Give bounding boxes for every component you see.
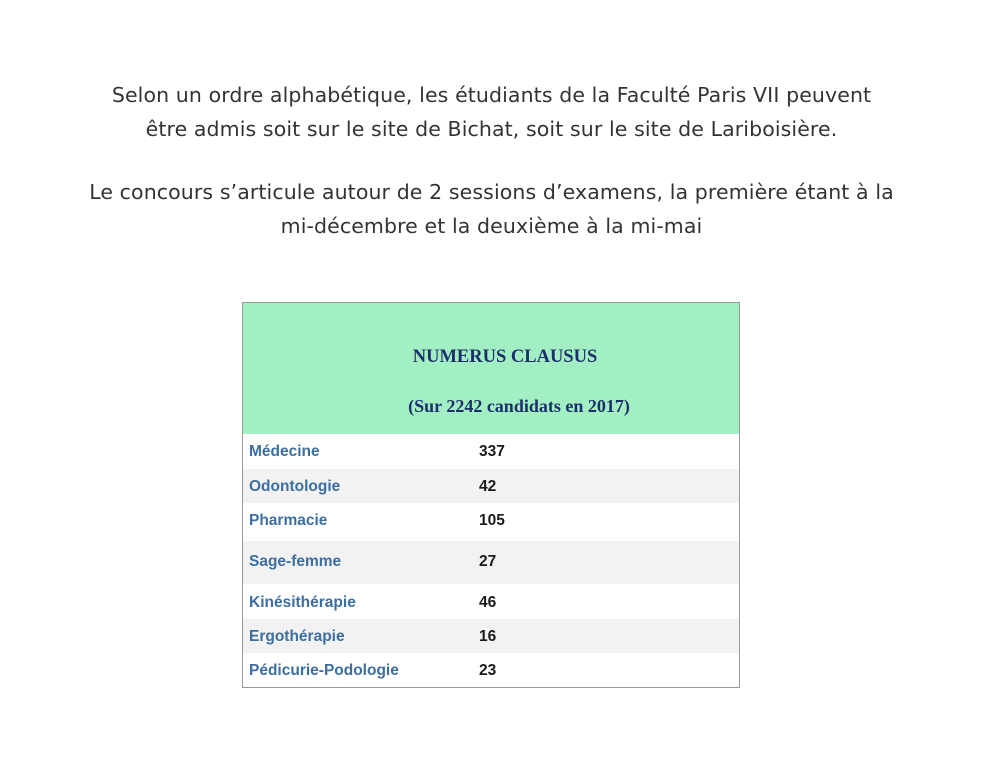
row-label: Sage-femme (249, 553, 342, 570)
row-label: Ergothérapie (249, 628, 345, 645)
table-row (243, 541, 739, 584)
row-label: Pédicurie-Podologie (249, 662, 399, 679)
table-row (243, 653, 739, 687)
row-label: Odontologie (249, 478, 341, 495)
table-row (243, 619, 739, 653)
row-value: 46 (479, 594, 497, 611)
row-label: Kinésithérapie (249, 594, 356, 611)
table-row (243, 469, 739, 503)
row-value: 42 (479, 478, 497, 495)
row-value: 23 (479, 662, 497, 679)
intro-paragraph-1-line-1: Selon un ordre alphabétique, les étudiants de la Faculté Paris VII peuvent (111, 83, 872, 107)
row-value: 105 (479, 512, 505, 529)
row-label: Pharmacie (249, 512, 328, 529)
intro-paragraph-2-line-1: Le concours s’articule autour de 2 sessions d’examens, la première étant à la (89, 180, 894, 204)
intro-paragraph-2 (0, 175, 983, 243)
intro-paragraph-2-line-2: mi-décembre et la deuxième à la mi-mai (280, 214, 703, 238)
numerus-clausus-table (242, 302, 740, 688)
row-label: Médecine (249, 443, 320, 460)
table-header (243, 303, 739, 434)
row-value: 16 (479, 628, 497, 645)
table-title: NUMERUS CLAUSUS (412, 347, 598, 367)
table-row (243, 503, 739, 541)
table-row (243, 434, 739, 469)
table-subtitle: (Sur 2242 candidats en 2017) (408, 396, 630, 416)
row-value: 337 (479, 443, 505, 460)
intro-paragraph-1 (0, 78, 983, 146)
row-value: 27 (479, 553, 497, 570)
intro-paragraph-1-line-2: être admis soit sur le site de Bichat, soit sur le site de Lariboisière. (145, 117, 838, 141)
table-row (243, 584, 739, 619)
